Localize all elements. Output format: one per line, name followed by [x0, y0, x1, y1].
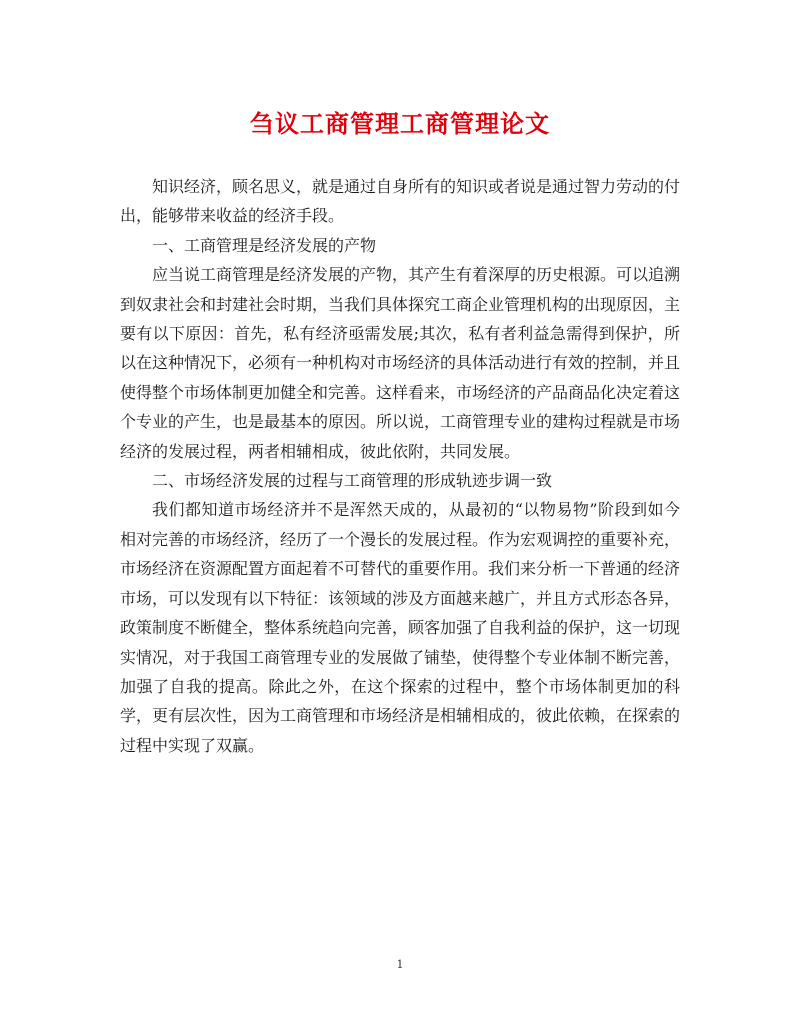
document-body — [120, 172, 680, 760]
paragraph-section-1: 应当说工商管理是经济发展的产物，其产生有着深厚的历史根源。可以追溯到奴隶社会和封建社会时期，当我们具体探究工商企业管理机构的出现原因，主要有以下原因：首先，私有经济亟需发展;其次，私有者利益急需得到保护，所以在这种情况下，必须有一种机构对市场经济的具体活动进行有效的控制，并且使得整个市场体制更加健全和完善。这样看来，市场经济的产品商品化决定着这个专业的产生，也是最基本的原因。所以说，工商管理专业的建构过程就是市场经济的发展过程，两者相辅相成，彼此依附，共同发展。 — [120, 265, 681, 461]
page-number: 1 — [396, 958, 404, 971]
section-heading-1: 一、工商管理是经济发展的产物 — [152, 235, 377, 255]
section-heading-2: 二、市场经济发展的过程与工商管理的形成轨迹步调一致 — [152, 471, 553, 491]
paragraph-intro: 知识经济，顾名思义，就是通过自身所有的知识或者说是通过智力劳动的付出，能够带来收益的经济手段。 — [120, 177, 681, 226]
document-title: 刍议工商管理工商管理论文 — [250, 109, 550, 138]
paragraph-section-2: 我们都知道市场经济并不是浑然天成的，从最初的“以物易物”阶段到如今相对完善的市场经济，经历了一个漫长的发展过程。作为宏观调控的重要补充，市场经济在资源配置方面起着不可替代的重要作用。我们来分析一下普通的经济市场，可以发现有以下特征：该领域的涉及方面越来越广，并且方式形态各异，政策制度不断健全，整体系统趋向完善，顾客加强了自我利益的保护，这一切现实情况，对于我国工商管理专业的发展做了铺垫，使得整个专业体制不断完善，加强了自我的提高。除此之外，在这个探索的过程中，整个市场体制更加的科学，更有层次性，因为工商管理和市场经济是相辅相成的，彼此依赖，在探索的过程中实现了双赢。 — [120, 500, 681, 755]
